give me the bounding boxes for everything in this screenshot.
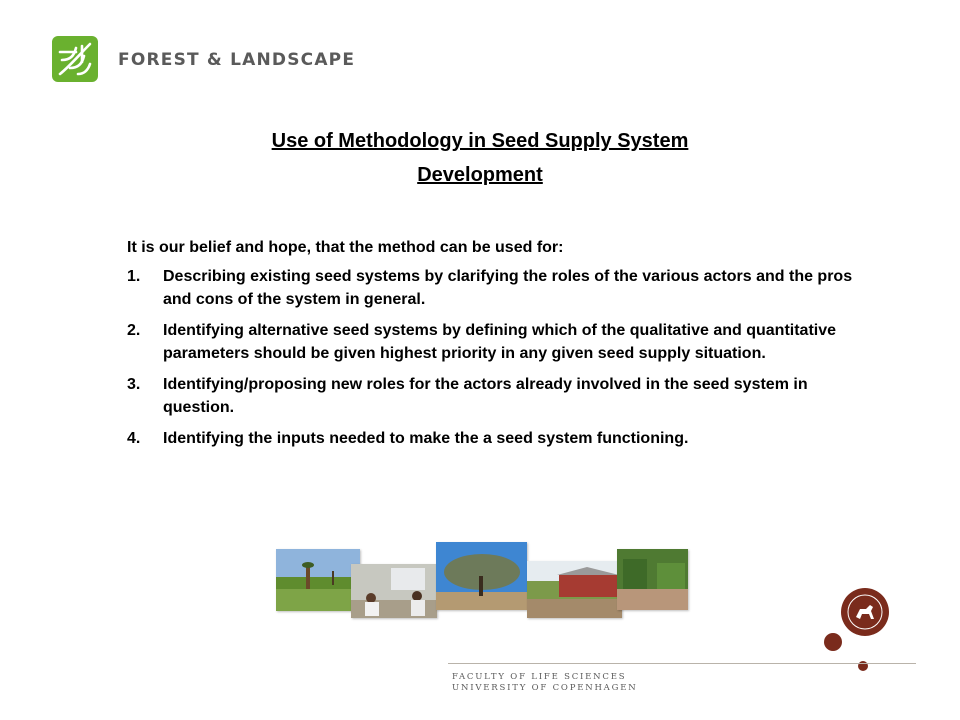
brand-name: FOREST & LANDSCAPE (118, 50, 356, 70)
list-number: 3. (127, 376, 141, 393)
decorative-dot-large (824, 633, 842, 651)
list-item (127, 427, 857, 450)
title-line-2: Development (417, 164, 543, 186)
list-item (127, 373, 857, 419)
faculty-line-1: FACULTY OF LIFE SCIENCES (452, 672, 627, 682)
list-item (127, 265, 857, 311)
slide-body (127, 236, 857, 458)
list-number: 4. (127, 430, 141, 447)
university-seal-icon (840, 587, 890, 637)
purpose-list (127, 265, 857, 450)
building-photo (527, 561, 622, 618)
faculty-line-2: UNIVERSITY OF COPENHAGEN (452, 683, 638, 693)
faculty-label (452, 672, 637, 694)
title-line-1: Use of Methodology in Seed Supply System (271, 130, 689, 152)
slide-title (0, 124, 960, 192)
list-text: Identifying the inputs needed to make the a seed system functioning. (163, 430, 689, 447)
list-text: Describing existing seed systems by clarifying the roles of the various actors and the pros and cons of the system in general. (163, 268, 853, 308)
meeting-room-photo (351, 564, 437, 618)
footer-divider (448, 663, 916, 664)
list-item (127, 319, 857, 365)
acacia-tree-photo (436, 542, 527, 610)
intro-text: It is our belief and hope, that the method can be used for: (127, 239, 564, 256)
list-text: Identifying alternative seed systems by defining which of the qualitative and quantitative parameters should be given highest priority in any given seed supply situation. (163, 322, 837, 362)
list-number: 2. (127, 322, 141, 339)
list-number: 1. (127, 268, 141, 285)
savanna-photo (276, 549, 360, 611)
list-text: Identifying/proposing new roles for the actors already involved in the seed system in question. (163, 376, 808, 416)
nursery-photo (617, 549, 688, 610)
forest-landscape-logo-icon (52, 36, 98, 82)
